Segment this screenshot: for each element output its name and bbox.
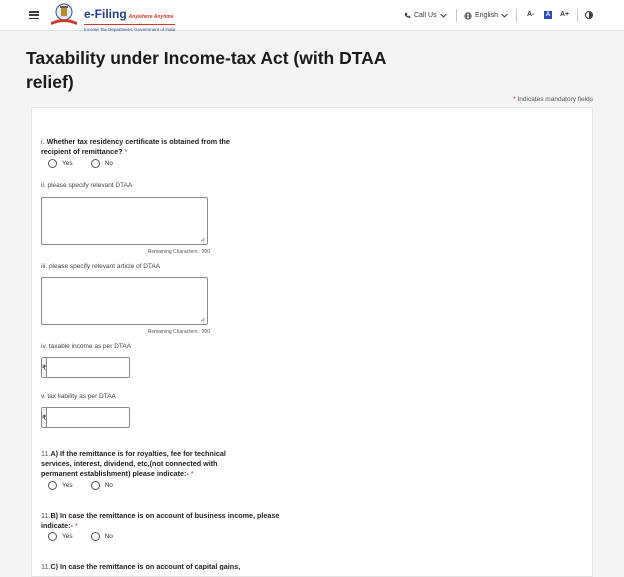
taxable-income-label: iv. taxable income as per DTAA: [41, 343, 132, 350]
required-star: *: [190, 469, 194, 478]
font-default-button[interactable]: A: [545, 12, 551, 18]
font-decrease-button[interactable]: A-: [527, 11, 535, 18]
question-11a: [41, 449, 251, 479]
no-label: No: [104, 533, 113, 540]
q11a-no-radio[interactable]: [91, 481, 100, 490]
tax-liability-input[interactable]: [47, 408, 142, 427]
question-11b: [41, 511, 281, 531]
required-star: *: [513, 96, 516, 103]
question-trc: [41, 137, 251, 157]
tax-liability-label: v. tax liability as per DTAA: [41, 393, 116, 400]
dtaa-label: ii. please specify relevant DTAA: [41, 182, 133, 189]
logo-tagline: Anywhere Anytime: [128, 14, 174, 20]
efiling-logo[interactable]: [84, 5, 175, 33]
dtaa-textarea[interactable]: [41, 197, 208, 245]
rupee-icon: ₹: [42, 408, 47, 427]
font-increase-button[interactable]: A+: [560, 11, 570, 18]
chevron-down-icon: [501, 13, 508, 18]
rupee-icon: ₹: [42, 358, 47, 377]
yes-label: Yes: [62, 160, 73, 167]
language-label: English: [475, 12, 498, 19]
taxable-income-field: [41, 357, 130, 378]
dtaa-article-label: iii. please specify relevant article of DTAA: [41, 263, 161, 270]
trc-yes-radio[interactable]: [48, 159, 57, 168]
q11b-no-radio[interactable]: [91, 532, 100, 541]
yes-label: Yes: [62, 482, 73, 489]
top-header: [0, 0, 624, 31]
required-star: *: [74, 521, 78, 530]
trc-radio-group: [48, 159, 131, 168]
dtaa-remaining-chars: Remaining Characters : 200: [147, 249, 210, 255]
taxable-income-input[interactable]: [47, 358, 142, 377]
logo-subtitle: Income Tax Department, Government of India: [84, 24, 175, 33]
q11b-radio-group: [48, 532, 131, 541]
dtaa-article-textarea[interactable]: [41, 277, 208, 325]
q11a-yes-radio[interactable]: [48, 481, 57, 490]
q11a-radio-group: [48, 481, 131, 490]
resize-handle-icon[interactable]: [200, 317, 205, 322]
yes-label: Yes: [62, 533, 73, 540]
question-number: 11.: [41, 449, 51, 458]
language-dropdown[interactable]: [464, 0, 508, 31]
header-divider: [577, 9, 578, 22]
form-card: [31, 107, 593, 577]
tax-liability-field: [41, 407, 130, 428]
globe-icon: [464, 12, 472, 20]
chevron-down-icon: [440, 13, 447, 18]
no-label: No: [104, 482, 113, 489]
question-number: i.: [41, 137, 45, 146]
page-title: Taxability under Income-tax Act (with DTAA relief): [26, 48, 386, 92]
question-text: C) In case the remittance is on account of capital gains,: [50, 562, 241, 570]
national-emblem-icon: [49, 3, 79, 27]
header-divider: [456, 9, 457, 22]
call-us-label: Call Us: [414, 12, 437, 19]
question-number: 11.: [41, 511, 51, 520]
menu-icon[interactable]: [29, 11, 39, 19]
question-11c: [41, 562, 301, 570]
question-text: B) In case the remittance is on account of business income, please indicate:-: [41, 511, 280, 530]
phone-icon: [404, 12, 411, 19]
resize-handle-icon[interactable]: [200, 237, 205, 242]
mandatory-note-text: Indicates mandatory fields: [517, 96, 593, 103]
contrast-toggle-icon[interactable]: [585, 11, 593, 19]
no-label: No: [104, 160, 113, 167]
dtaa-article-remaining-chars: Remaining Characters : 200: [147, 329, 210, 335]
mandatory-fields-note: [0, 96, 593, 103]
call-us-dropdown[interactable]: [404, 0, 447, 31]
required-star: *: [124, 147, 128, 156]
logo-main-text: e-Filing: [84, 7, 127, 21]
trc-no-radio[interactable]: [91, 159, 100, 168]
q11b-yes-radio[interactable]: [48, 532, 57, 541]
question-number: 11.: [41, 562, 51, 570]
question-text: Whether tax residency certificate is obtained from the recipient of remittance?: [41, 137, 230, 156]
header-divider: [516, 9, 517, 22]
question-text: A) If the remittance is for royalties, fee for technical services, interest, dividend, etc,(not connected with permanent establishment) please indicate:-: [41, 449, 226, 478]
